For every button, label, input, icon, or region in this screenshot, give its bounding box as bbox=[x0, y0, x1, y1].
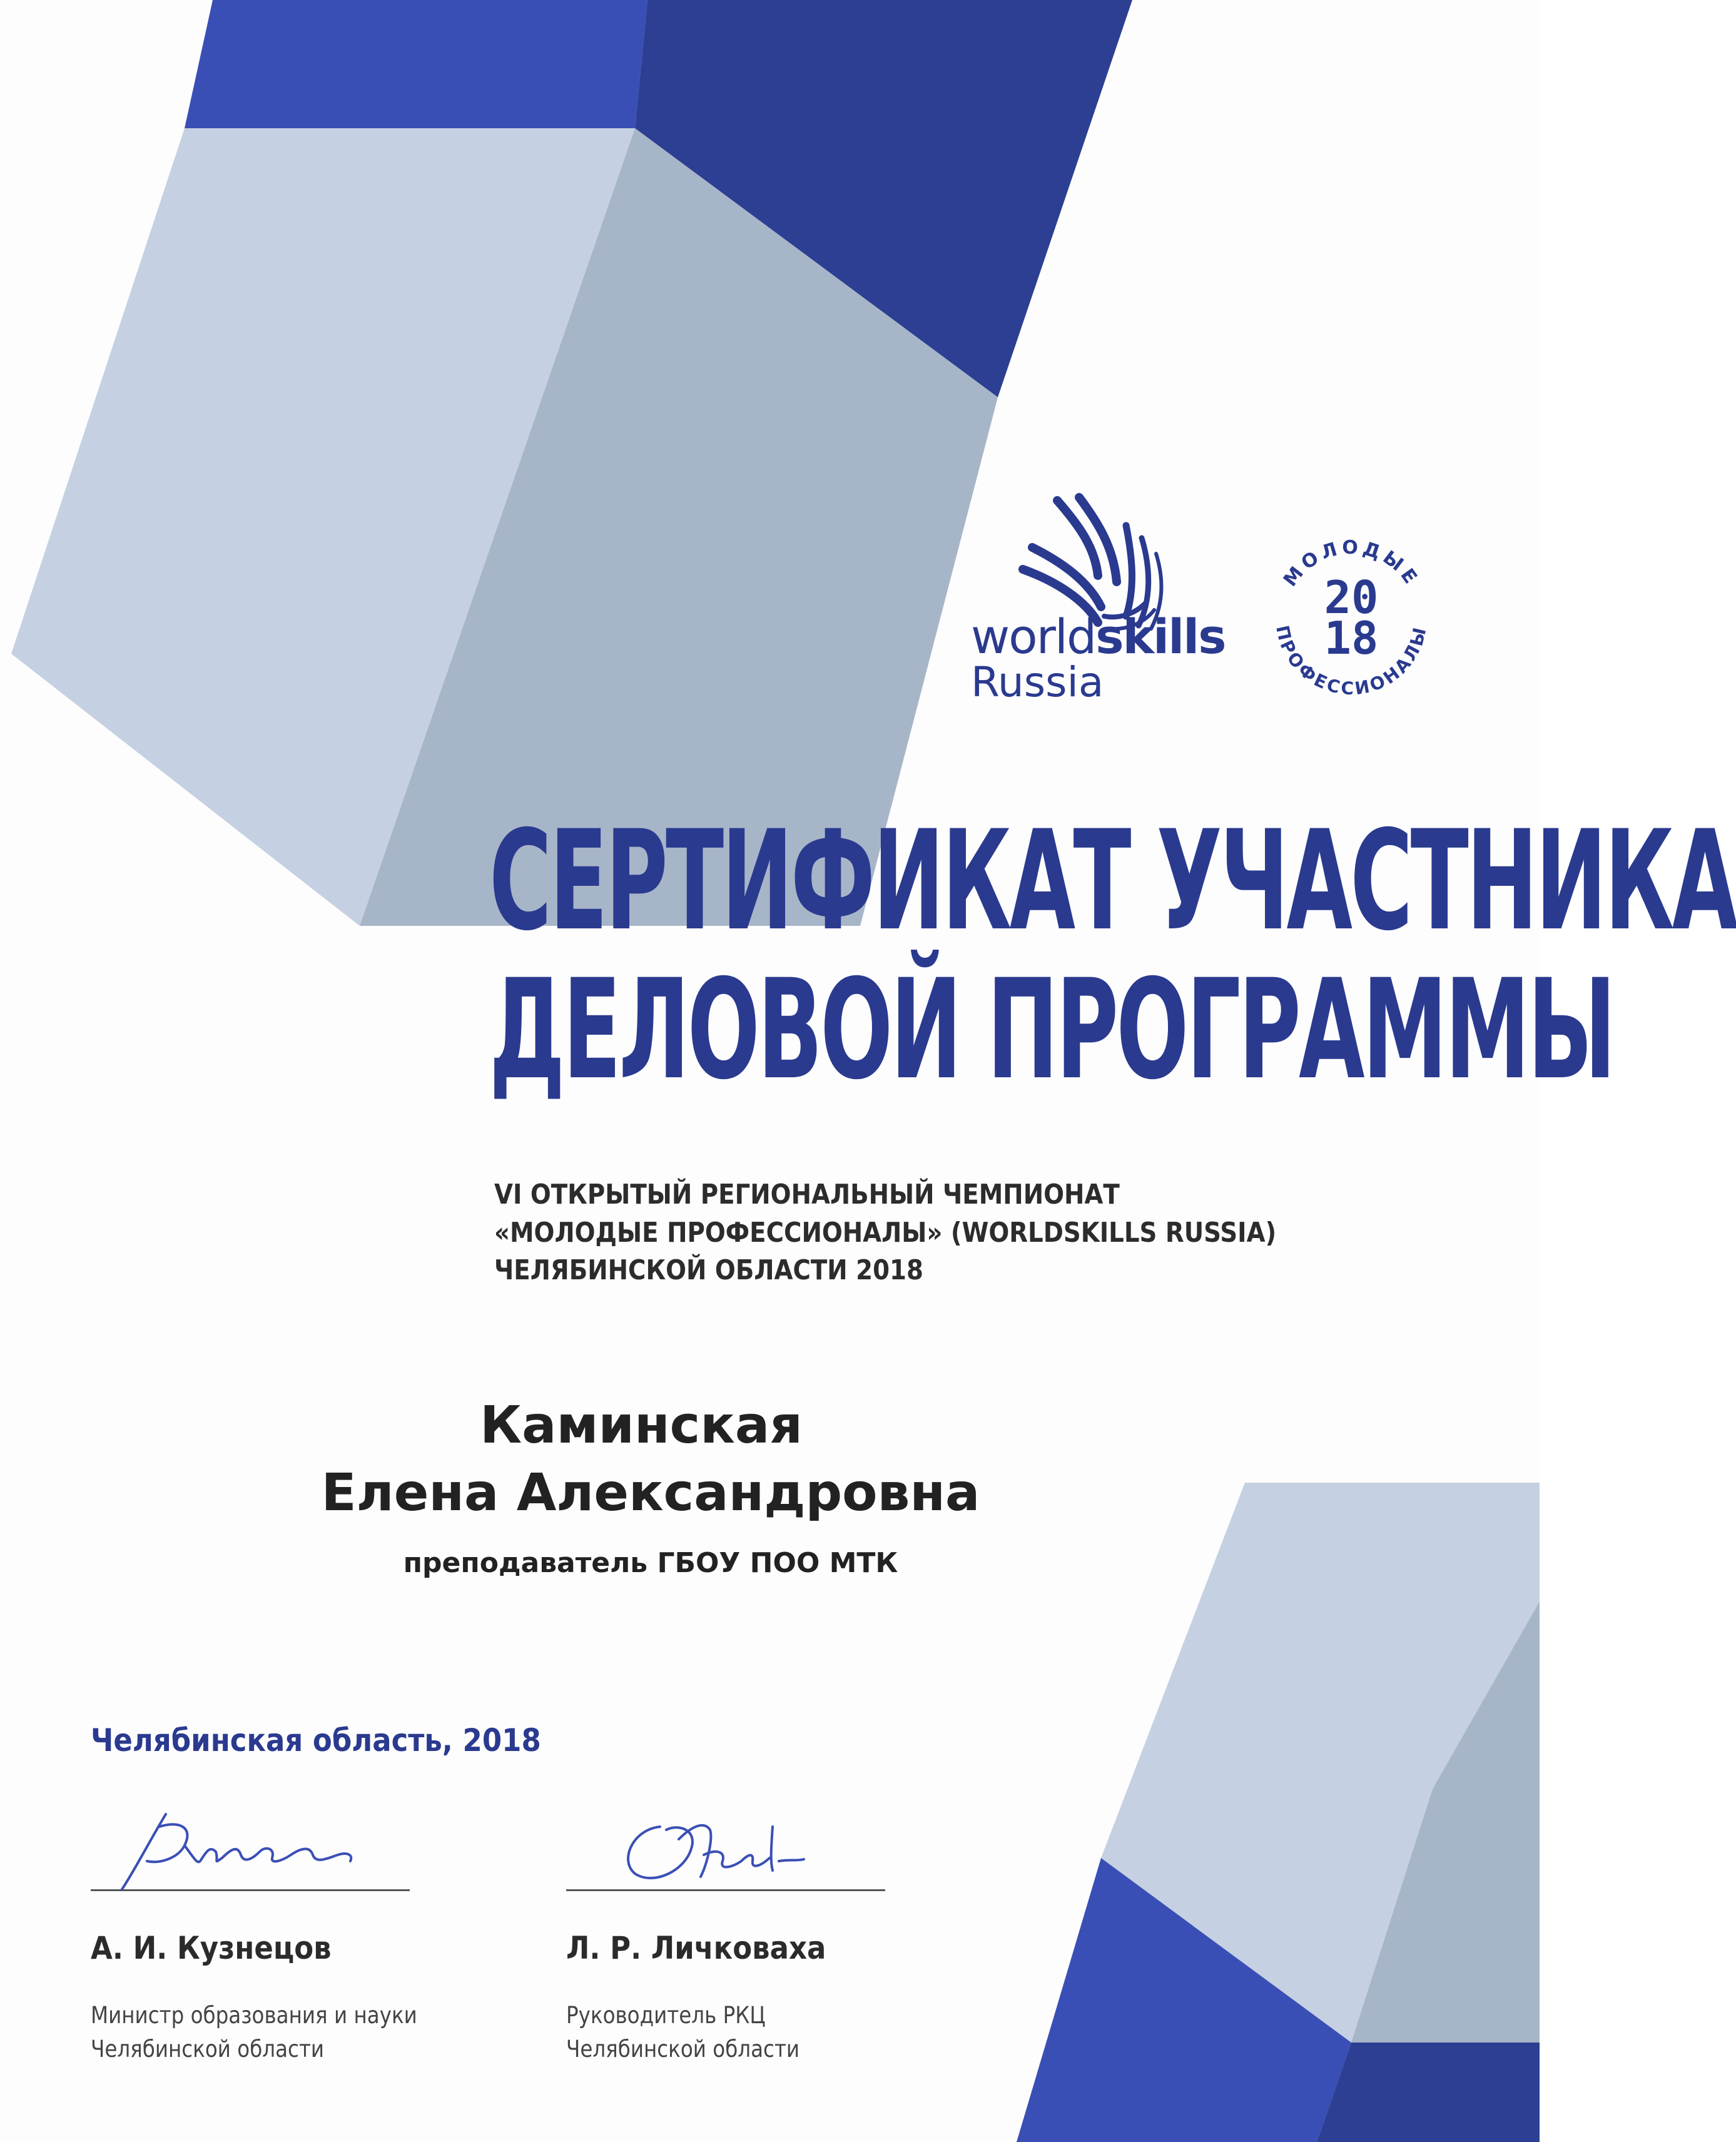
subtitle-line-2: «МОЛОДЫЕ ПРОФЕССИОНАЛЫ» (WORLDSKILLS RUSSIA) bbox=[494, 1216, 1277, 1249]
role-right-line-2: Челябинской области bbox=[566, 2035, 800, 2063]
logo-world: world bbox=[971, 609, 1096, 664]
signatory-name-right: Л. Р. Личковаха bbox=[566, 1930, 826, 1966]
role-right-line-1: Руководитель РКЦ bbox=[566, 2002, 766, 2029]
role-left-line-1: Министр образования и науки bbox=[91, 2002, 417, 2029]
recipient-given-name: Елена Александровна bbox=[321, 1463, 980, 1523]
certificate-title bbox=[489, 801, 1736, 1110]
signatory-role-left bbox=[91, 1999, 417, 2066]
molodye-professionaly-badge-icon bbox=[1257, 525, 1445, 713]
badge-year-bottom: 18 bbox=[1324, 612, 1379, 664]
badge-year-top: 20 bbox=[1324, 571, 1379, 624]
top-left-blue-band bbox=[185, 0, 647, 128]
recipient-position: преподаватель ГБОУ ПОО МТК bbox=[403, 1547, 898, 1580]
logo-russia: Russia bbox=[971, 658, 1104, 706]
title-line-2: ДЕЛОВОЙ ПРОГРАММЫ bbox=[489, 949, 1614, 1110]
subtitle-line-3: ЧЕЛЯБИНСКОЙ ОБЛАСТИ 2018 bbox=[494, 1254, 923, 1287]
recipient-surname: Каминская bbox=[480, 1396, 803, 1455]
role-left-line-2: Челябинской области bbox=[91, 2035, 325, 2063]
title-line-1: СЕРТИФИКАТ УЧАСТНИКА bbox=[489, 801, 1736, 961]
signature-line-left bbox=[91, 1889, 410, 1891]
signature-lichkovakha bbox=[566, 1802, 891, 1896]
signature-kuznetsov bbox=[91, 1802, 416, 1896]
subtitle-line-1: VI ОТКРЫТЫЙ РЕГИОНАЛЬНЫЙ ЧЕМПИОНАТ bbox=[494, 1179, 1120, 1211]
signatory-name-left: А. И. Кузнецов bbox=[91, 1930, 332, 1966]
signatory-role-right bbox=[566, 1999, 853, 2066]
place-date: Челябинская область, 2018 bbox=[91, 1722, 541, 1759]
logo-skills: skills bbox=[1095, 609, 1226, 664]
badge-arc-top: МОЛОДЫЕ bbox=[1279, 536, 1424, 591]
signature-block-right bbox=[566, 1802, 891, 2066]
worldskills-wordmark bbox=[971, 609, 1226, 706]
signature-line-right bbox=[566, 1889, 885, 1891]
recipient-block bbox=[0, 1392, 1301, 1579]
event-description bbox=[494, 1176, 1276, 1290]
badge-arc-bottom: ПРОФЕССИОНАЛЫ bbox=[1272, 623, 1431, 699]
bottom-dark-panel bbox=[1317, 2043, 1540, 2142]
signature-block-left bbox=[91, 1802, 416, 2066]
